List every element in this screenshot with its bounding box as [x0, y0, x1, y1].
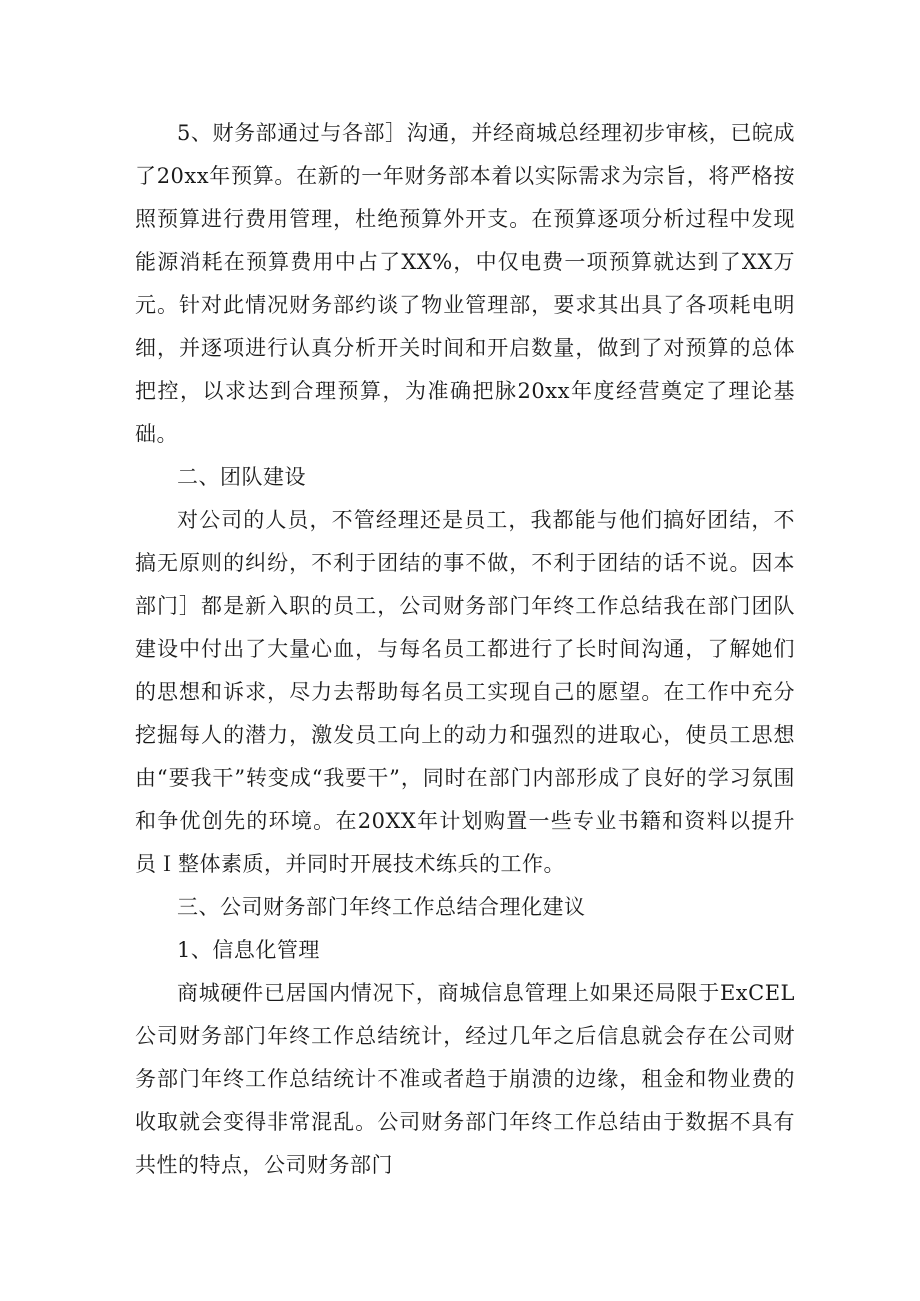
paragraph-budget: 5、财务部通过与各部］沟通，并经商城总经理初步审核，已皖成了20xx年预算。在新的一年财务部本着以实际需求为宗旨，将严格按照预算进行费用管理，杜绝预算外开支。在预算逐项分析过程中发现能源消耗在预算费用中占了XX%，中仅电费一项预算就达到了XX万元。针对此情况财务部约谈了物业管理部，要求其出具了各项耗电明细，并逐项进行认真分析开关时间和开启数量，做到了对预算的总体把控，以求达到合理预算，为准确把脉20xx年度经营奠定了理论基础。	[135, 121, 795, 446]
paragraph-it: 商城硬件已居国内情况下，商城信息管理上如果还局限于ExCEL公司财务部门年终工作总结统计，经过几年之后信息就会存在公司财务部门年终工作总结统计不准或者趋于崩溃的边缘，租金和物业费的收取就会变得非常混乱。公司财务部门年终工作总结由于数据不具有共性的特点，公司财务部门	[135, 981, 795, 1177]
section-heading-suggestions: 三、公司财务部门年终工作总结合理化建议	[177, 895, 586, 919]
document-body	[135, 112, 795, 1187]
subsection-heading-it: 1、信息化管理	[177, 938, 320, 962]
paragraph-team: 对公司的人员，不管经理还是员工，我都能与他们搞好团结，不搞无原则的纠纷，不利于团结的事不做，不利于团结的话不说。因本部门］都是新入职的员工，公司财务部门年终工作总结我在部门团队建设中付出了大量心血，与每名员工都进行了长时间沟通，了解她们的思想和诉求，尽力去帮助每名员工实现自己的愿望。在工作中充分挖掘每人的潜力，激发员工向上的动力和强烈的进取心，使员工思想由“要我干”转变成“我要干”，同时在部门内部形成了良好的学习氛围和争优创先的环境。在20XX年计划购置一些专业书籍和资料以提升员Ｉ整体素质，并同时开展技术练兵的工作。	[135, 508, 795, 876]
section-heading-team: 二、团队建设	[177, 465, 306, 489]
